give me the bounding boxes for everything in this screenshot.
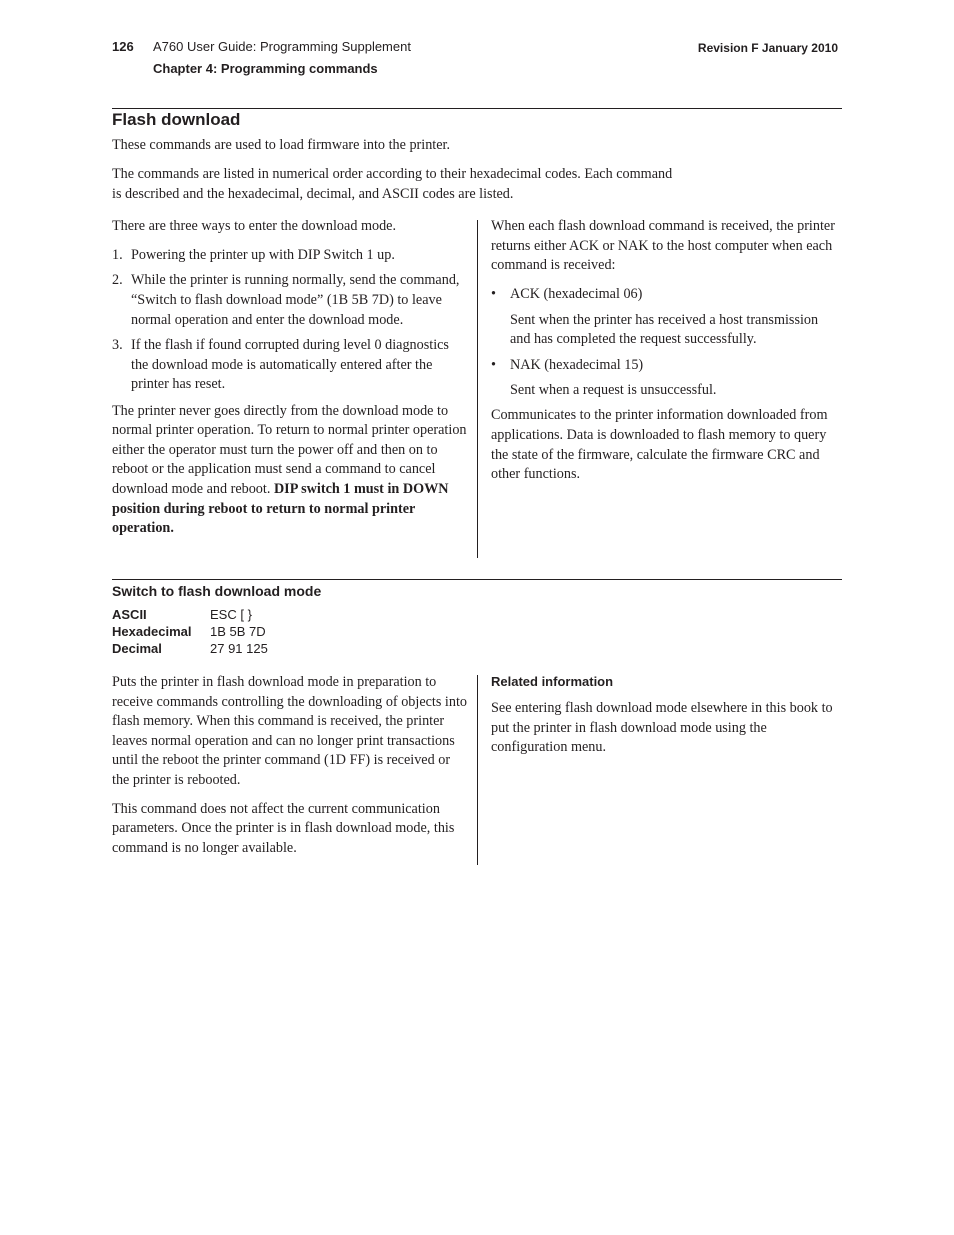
download-mode-column (112, 217, 468, 539)
revision-label: Revision F January 2010 (697, 41, 838, 55)
code-row (112, 640, 268, 657)
related-information-text: See entering flash download mode elsewhere in this book to put the printer in flash download mode using the configuration menu. (491, 700, 833, 756)
code-row (112, 623, 268, 640)
chapter-title: Chapter 4: Programming commands (153, 61, 378, 76)
subsection-heading-switch-mode: Switch to flash download mode (112, 583, 322, 599)
code-value: 1B 5B 7D (210, 624, 266, 639)
reboot-paragraph (112, 402, 468, 539)
switch-mode-paragraph-2: This command does not affect the current communication parameters. Once the printer is in flash download mode, this command is no longer available. (112, 800, 455, 856)
list-item-number: 1. (112, 247, 123, 264)
section-divider (112, 108, 842, 109)
list-item (112, 246, 468, 266)
list-item (491, 285, 837, 350)
code-label: ASCII (112, 607, 147, 622)
intro-paragraph-2 (112, 165, 812, 204)
list-item-text: If the flash if found corrupted during level 0 diagnostics the download mode is automatically entered after the printer has reset. (131, 337, 449, 393)
communicates-paragraph: Communicates to the printer information downloaded from applications. Data is downloaded to flash memory to query the state of the firmware, calculate the firmware CRC and other functions. (491, 407, 828, 483)
list-item-description: Sent when the printer has received a host transmission and has completed the request successfully. (510, 311, 819, 348)
list-item-text: Powering the printer up with DIP Switch 1 up. (131, 247, 395, 264)
download-mode-steps (112, 246, 468, 395)
response-list (491, 285, 837, 400)
code-label: Decimal (112, 641, 162, 656)
column-divider (477, 220, 478, 558)
list-item-number: 2. (112, 272, 123, 289)
reboot-paragraph-emphasis: DIP switch 1 must in DOWN position during reboot to return to normal printer operation. (112, 481, 449, 537)
list-item-description: Sent when a request is unsuccessful. (510, 382, 717, 399)
list-item-label: NAK (hexadecimal 15) (510, 356, 644, 373)
intro-paragraph-1: These commands are used to load firmware into the printer. (112, 137, 451, 153)
code-label: Hexadecimal (112, 624, 192, 639)
code-row (112, 606, 268, 623)
bullet-glyph: • (491, 286, 496, 303)
code-value: ESC [ } (210, 607, 252, 622)
switch-mode-paragraph-1: Puts the printer in flash download mode in preparation to receive commands controlling the downloading of objects into flash memory. When this command is received, the printer leaves normal operation and can no longer print transactions until the reboot the printer command (1D FF) is received or the printer is rebooted. (112, 674, 467, 788)
ack-nak-lead: When each flash download command is received, the printer returns either ACK or NAK to the host computer when each command is received: (491, 218, 835, 274)
command-codes (112, 606, 268, 657)
list-item-number: 3. (112, 337, 123, 354)
list-item-text: While the printer is running normally, send the command, “Switch to flash download mode” (1B 5B 7D) to leave normal operation and enter the download mode. (131, 272, 460, 328)
reboot-paragraph-text: The printer never goes directly from the download mode to normal printer operation. To return to normal printer operation either the operator must turn the power off and then on to reboot or the application must send a command to cancel download mode and reboot. (112, 402, 467, 498)
list-item-label: ACK (hexadecimal 06) (510, 286, 643, 303)
list-item (491, 356, 837, 401)
document-title: A760 User Guide: Programming Supplement (153, 39, 411, 54)
section-divider (112, 579, 842, 580)
section-heading-flash-download: Flash download (112, 110, 241, 129)
related-information-label: Related information (491, 674, 614, 689)
page-number: 126 (112, 39, 134, 54)
column-divider (477, 675, 478, 865)
intro-paragraph-2-line-2: is described and the hexadecimal, decimal, and ASCII codes are listed. (112, 185, 514, 202)
list-item (112, 271, 468, 330)
related-information-column (491, 674, 837, 758)
bullet-glyph: • (491, 356, 496, 373)
list-item (112, 336, 468, 395)
code-value: 27 91 125 (210, 641, 268, 656)
intro-paragraph-2-line-1: The commands are listed in numerical order according to their hexadecimal codes. Each command (112, 166, 673, 182)
download-mode-lead: There are three ways to enter the download mode. (112, 218, 397, 234)
switch-mode-description-column (112, 673, 468, 858)
ack-nak-column (491, 217, 837, 485)
